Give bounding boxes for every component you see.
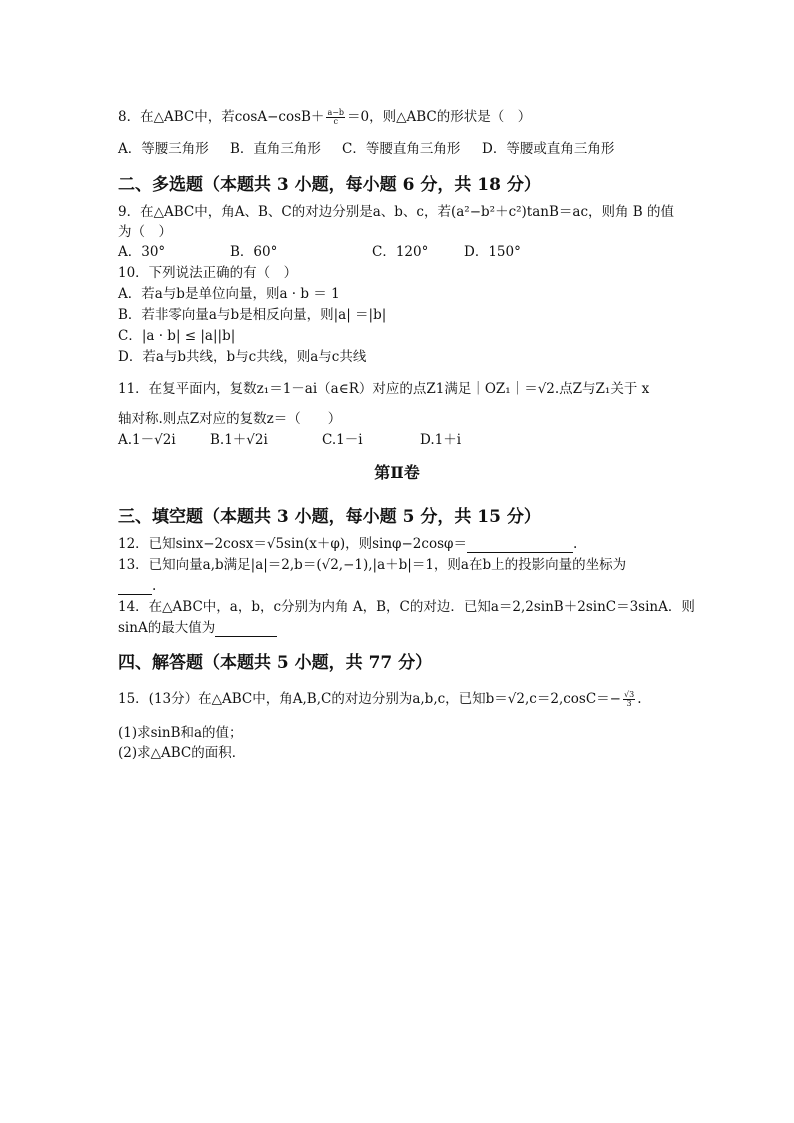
q11-option-a: A.1－√2i (118, 432, 176, 448)
q10-option-b: B．若非零向量a与b是相反向量，则|a| ＝|b| (118, 307, 387, 323)
q11-stem-line2: 轴对称.则点Z对应的复数z＝（ ） (118, 411, 342, 427)
q11-options (118, 431, 461, 449)
q12-end: . (572, 536, 578, 552)
q8-option-b: B．直角三角形 (230, 141, 321, 157)
part-two-heading: 第Ⅱ卷 (374, 463, 420, 482)
q15-fraction (623, 691, 635, 708)
q12-text: 12．已知sinx−2cosx＝√5sin(x＋φ)，则sinφ−2cosφ＝ (118, 536, 467, 552)
q8-fraction (326, 109, 345, 126)
q8-stem (118, 108, 531, 126)
q15-frac-num: √3 (624, 690, 635, 699)
q15-stem-pre: 15．(13分）在△ABC中，角A,B,C的对边分别为a,b,c，已知b＝√2,c＝2,cosC＝− (118, 691, 621, 707)
q9-stem-line2: 为（ ） (118, 224, 172, 240)
q14-answer-blank (215, 622, 277, 637)
q15-stem (118, 690, 641, 708)
q13-stem-line2 (118, 577, 156, 595)
q10-option-c: C．|a · b| ≤ |a||b| (118, 328, 236, 344)
section-fill-in-heading: 三、填空题（本题共 3 小题，每小题 5 分，共 15 分） (118, 507, 541, 527)
q10-option-d: D．若a与b共线，b与c共线，则a与c共线 (118, 349, 367, 365)
q14-stem-line1: 14．在△ABC中，a，b，c分别为内角 A，B，C的对边．已知a＝2,2sinB＋2sinC＝3sinA．则 (118, 599, 695, 615)
q10-option-a: A．若a与b是单位向量，则a · b ＝ 1 (118, 286, 340, 302)
q15-frac-den: 3 (626, 699, 632, 708)
section-solution-heading: 四、解答题（本题共 5 小题，共 77 分） (118, 653, 433, 673)
q8-option-d: D．等腰或直角三角形 (482, 141, 615, 157)
q8-stem-pre: 8．在△ABC中，若cosA−cosB＋ (118, 109, 325, 125)
q8-frac-num: a−b (327, 108, 345, 117)
q11-stem-line1: 11．在复平面内，复数z₁＝1－ai（a∈R）对应的点Z1满足｜OZ₁｜＝√2.点Z与Z₁关于 x (118, 381, 650, 397)
q14-text: sinA的最大值为 (118, 620, 216, 636)
q9-option-d: D．150° (464, 244, 521, 260)
q9-options (118, 243, 521, 261)
q8-option-a: A．等腰三角形 (118, 141, 209, 157)
q15-part-1: (1)求sinB和a的值； (118, 725, 243, 741)
q8-options (118, 140, 614, 158)
q13-answer-blank (118, 580, 152, 595)
q13-stem-line1: 13．已知向量a,b满足|a|＝2,b＝(√2,−1),|a＋b|＝1，则a在b上的投影向量的坐标为 (118, 557, 627, 573)
q9-option-b: B．60° (230, 244, 278, 260)
q12-answer-blank (467, 538, 573, 553)
section-multiple-choice-heading: 二、多选题（本题共 3 小题，每小题 6 分，共 18 分） (118, 175, 541, 195)
q12-stem (118, 535, 577, 553)
q8-frac-den: c (333, 117, 338, 126)
q9-option-a: A．30° (118, 244, 166, 260)
q10-stem: 10．下列说法正确的有（ ） (118, 265, 298, 281)
q11-option-c: C.1－i (322, 432, 363, 448)
q8-option-c: C．等腰直角三角形 (342, 141, 461, 157)
q9-option-c: C．120° (372, 244, 429, 260)
q15-part-2: (2)求△ABC的面积． (118, 745, 246, 761)
q11-option-d: D.1＋i (420, 432, 462, 448)
q8-stem-post: ＝0，则△ABC的形状是（ ） (347, 109, 532, 125)
q15-stem-post: . (637, 691, 642, 707)
q11-option-b: B.1＋√2i (210, 432, 268, 448)
q14-stem-line2 (118, 619, 277, 637)
q9-stem-line1: 9．在△ABC中，角A、B、C的对边分别是a、b、c，若(a²−b²＋c²)tanB＝ac，则角 B 的值 (118, 204, 675, 220)
q13-end: . (152, 578, 157, 594)
